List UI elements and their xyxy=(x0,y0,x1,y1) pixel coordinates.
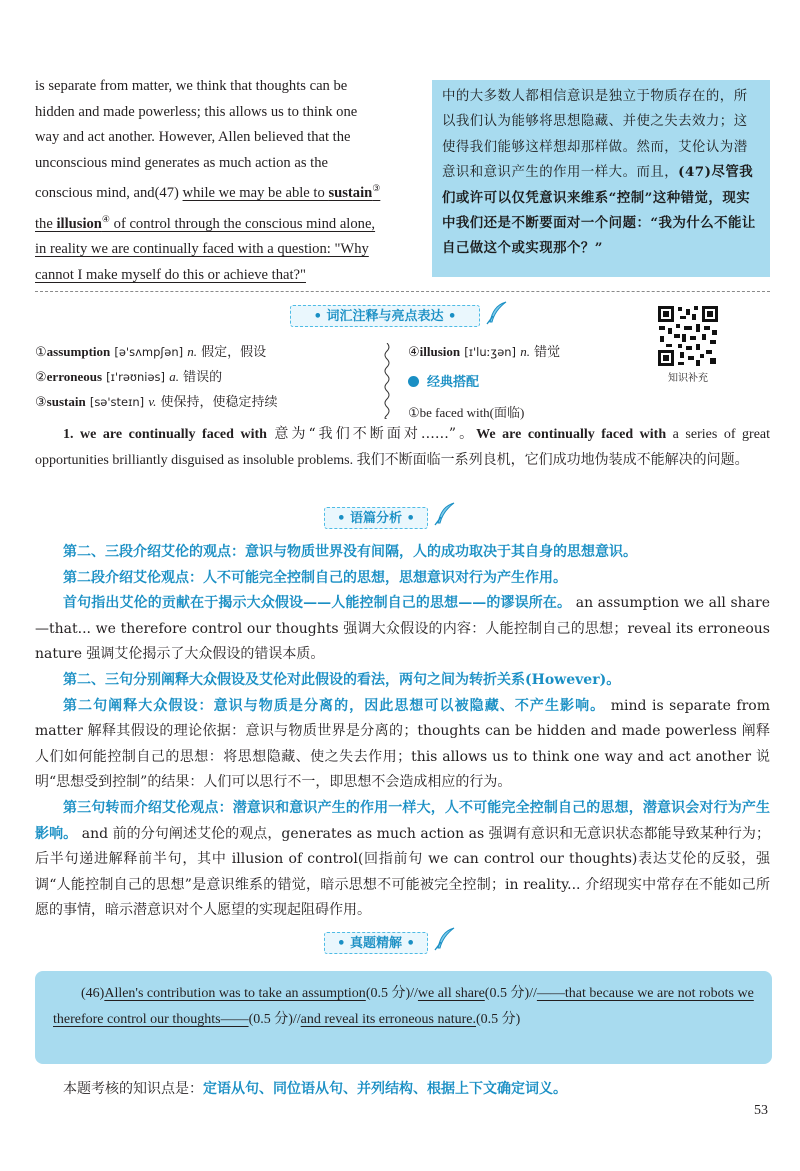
section-tag-answer: • 真题精解 • xyxy=(324,932,428,954)
analysis-p6: 第三句转而介绍艾伦观点：潜意识和意识产生的作用一样大，人不可能完全控制自己的思想，潜意识会对行为产生影响。 and 前的分句阐述艾伦的观点，generates as much action as 强调有意识和无意识状态都能导致某种行为；后半句递进解释前半句，其中 illusion of control(回指前句 we can control our thoughts)表达艾伦的反驳，强调“人能控制自己的思想”是意识维系的错觉，暗示思想不可能被完全控制；in reality... 介绍现实中常存在不能如己所愿的事情，暗示潜意识对个人愿望的实现起阻碍作用。 xyxy=(35,799,771,919)
vocab-item: ①assumption [ə'sʌmpʃən] n. 假定，假设 xyxy=(35,344,267,360)
classic-item: ①be faced with(面临) xyxy=(408,405,525,420)
qr-caption: 知识补充 xyxy=(668,373,708,384)
vocab-item: ③sustain [sə'steɪn] v. 使保持，使稳定持续 xyxy=(35,394,278,410)
passage-line: in reality we are continually faced with a question: "Why xyxy=(35,241,369,258)
translation-47: (47)尽管我们或许可以仅凭意识来维系“控制”这种错觉，现实中我们还是不断要面对一个问题：“我为什么不能让自己做这个或实现那个？” xyxy=(442,164,756,257)
sentence-47-start: while we may be able to sustain③ xyxy=(182,183,381,202)
analysis-p4: 第二、三句分别阐释大众假设及艾伦对此假设的看法，两句之间为转折关系(However)。 xyxy=(63,671,621,688)
feather-icon xyxy=(432,926,458,952)
feather-icon xyxy=(484,300,510,326)
section-divider xyxy=(35,291,770,292)
translation-box xyxy=(432,80,770,277)
bullet-icon xyxy=(408,376,419,387)
analysis-p3: 首句指出艾伦的贡献在于揭示大众假设——人能控制自己的思想——的谬误所在。 an assumption we all share—that... we therefore control our thoughts 强调大众假设的内容：人能控制自己的思想；reveal its erroneous nature 强调艾伦揭示了大众假设的错误本质。 xyxy=(35,595,770,663)
passage-line: unconscious mind generates as much action as the xyxy=(35,154,329,171)
vocab-ref-illusion: illusion xyxy=(56,215,102,232)
passage-line: cannot I make myself do this or achieve that?" xyxy=(35,266,306,283)
passage-line: conscious mind, and(47) while we may be able to sustain③ xyxy=(35,183,381,202)
translation-text: 中的大多数人都相信意识是独立于物质存在的，所以我们认为能够将思想隐藏、并使之失去效力；这使得我们能够这样想却那样做。然而，艾伦认为潜意识和意识产生的作用一样大。而且， xyxy=(442,89,748,181)
page-number: 53 xyxy=(754,1103,768,1118)
feather-icon xyxy=(432,501,458,527)
analysis-p2: 第二段介绍艾伦观点：人不可能完全控制自己的思想，思想意识对行为产生作用。 xyxy=(63,569,567,586)
passage-excerpt xyxy=(35,74,423,288)
vocab-list-right xyxy=(408,340,648,425)
knowledge-points: 本题考核的知识点是：定语从句、同位语从句、并列结构、根据上下文确定词义。 xyxy=(63,1081,567,1097)
answer-box: (46)Allen's contribution was to take an assumption(0.5 分)//we all share(0.5 分)//——that because we are not robots we therefore control our thoughts——(0.5 分)//and reveal its erroneous nature.(0.5 分) xyxy=(35,971,772,1064)
vocab-item: ④illusion [ɪ'luːʒən] n. 错觉 xyxy=(408,344,561,360)
passage-line: is separate from matter, we think that thoughts can be xyxy=(35,78,348,94)
vocab-item: ②erroneous [ɪ'rəʊniəs] a. 错误的 xyxy=(35,369,223,385)
highlight-note: 1. we are continually faced with 意为“我们不断面对……”。We are continually faced with a series of great opportunities brilliantly disguised as insoluble problems. 我们不断面临一系列良机，它们成功地伪装成不能解决的问题。 xyxy=(35,426,771,468)
passage-line: way and act another. However, Allen believed that the xyxy=(35,129,351,146)
vocab-list xyxy=(35,340,380,415)
vocab-ref-sustain: sustain xyxy=(328,185,373,202)
passage-line: hidden and made powerless; this allows us to think one xyxy=(35,103,358,120)
qr-code-icon[interactable] xyxy=(656,304,720,368)
analysis-p1: 第二、三段介绍艾伦的观点：意识与物质世界没有间隔，人的成功取决于其自身的思想意识。 xyxy=(63,544,637,560)
analysis-body xyxy=(35,540,770,924)
passage-line: the illusion④ of control through the conscious mind alone, xyxy=(35,213,376,232)
section-tag-vocab: • 词汇注释与亮点表达 • xyxy=(290,305,480,327)
wavy-divider xyxy=(383,343,391,419)
section-tag-analysis: • 语篇分析 • xyxy=(324,507,428,529)
classic-heading: 经典搭配 xyxy=(408,371,648,395)
analysis-p5: 第二句阐释大众假设：意识与物质是分离的，因此思想可以被隐藏、不产生影响。 mind is separate from matter 解释其假设的理论依据：意识与物质世界是分离的；thoughts can be hidden and made powerless 阐释人们如何能控制自己的思想：将思想隐藏、使之失去作用；this allows us to think one way and act another 说明“思想受到控制”的结果：人们可以思行不一，即思想不会造成相应的行为。 xyxy=(35,697,770,791)
